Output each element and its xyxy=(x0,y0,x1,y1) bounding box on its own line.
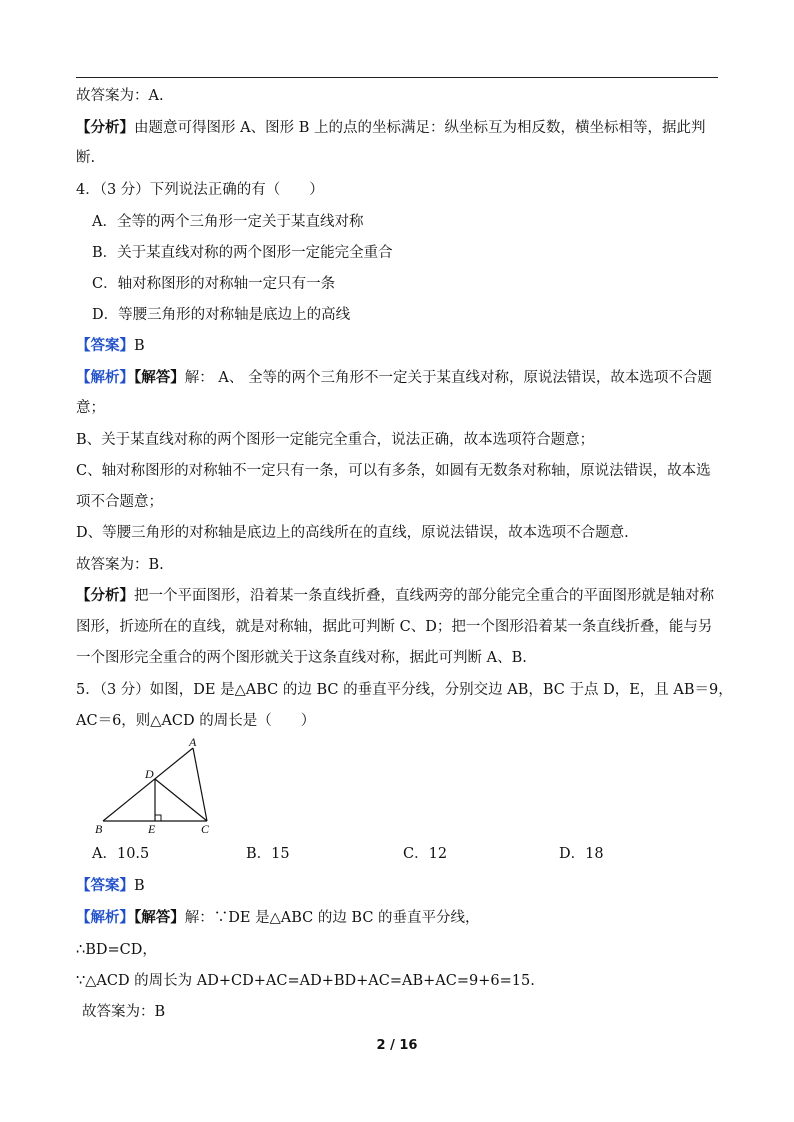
q4-solution-line-5: 项不合题意； xyxy=(76,494,163,510)
analysis-tag: 【分析】 xyxy=(76,119,134,136)
vertex-label-b: B xyxy=(95,822,103,836)
q5-solution-line-3: ∵△ACD 的周长为 AD+CD+AC=AD+BD+AC=AB+AC=9+6=15. xyxy=(76,973,535,989)
q4-analysis-line-2: 图形，折迹所在的直线，就是对称轴，据此可判断 C、D；把一个图形沿着某一条直线折叠，能与另 xyxy=(76,619,713,635)
solve-tag: 【解答】 xyxy=(134,369,185,386)
segment-dc xyxy=(155,779,207,821)
q5-final-answer: 故答案为：B xyxy=(82,1004,166,1020)
q5-option-a: A．10.5 xyxy=(92,846,150,862)
q4-option-c: C．轴对称图形的对称轴一定只有一条 xyxy=(92,276,336,292)
q5-solution-text-1: 解：∵DE 是△ABC 的边 BC 的垂直平分线， xyxy=(184,910,480,926)
q4-solution-line-3: B、关于某直线对称的两个图形一定能完全重合，说法正确，故本选项符合题意； xyxy=(76,432,595,448)
segment-ba xyxy=(103,748,193,821)
q3-analysis-line-1 xyxy=(76,118,718,138)
q5-solution-line-2: ∴BD=CD， xyxy=(76,942,157,958)
q4-analysis-line-3: 一个图形完全重合的两个图形就关于这条直线对称，据此可判断 A、B. xyxy=(76,650,527,666)
answer-tag: 【答案】 xyxy=(76,877,134,894)
segment-ac xyxy=(193,748,207,821)
q3-answer-line: 故答案为：A. xyxy=(76,88,164,104)
q4-final-answer: 故答案为：B. xyxy=(76,557,164,573)
q4-option-b: B．关于某直线对称的两个图形一定能完全重合 xyxy=(92,245,393,261)
q4-stem: 4．（3 分）下列说法正确的有（ ） xyxy=(76,182,324,198)
q4-answer-value: B xyxy=(134,338,145,354)
solution-tag: 【解析】 xyxy=(76,909,134,926)
q5-option-c: C．12 xyxy=(403,846,448,862)
solution-tag: 【解析】 xyxy=(76,369,134,386)
page-number: 2 / 16 xyxy=(376,1038,418,1053)
q4-solution-line-6: D、等腰三角形的对称轴是底边上的高线所在的直线，原说法错误，故本选项不合题意. xyxy=(76,525,629,541)
q3-analysis-line-2: 断. xyxy=(76,150,96,166)
q5-solution-line-1 xyxy=(76,908,718,928)
q4-analysis-line-1 xyxy=(76,586,718,606)
right-angle-mark xyxy=(155,815,161,821)
q4-analysis-text-1: 把一个平面图形，沿着某一条直线折叠，直线两旁的部分能完全重合的平面图形就是轴对称 xyxy=(134,588,714,604)
q3-analysis-text-1: 由题意可得图形 A、图形 B 上的点的坐标满足：纵坐标互为相反数，横坐标相等，据此判 xyxy=(134,120,706,136)
vertex-label-a: A xyxy=(189,736,197,749)
q4-solution-line-1 xyxy=(76,368,718,388)
q5-answer-value: B xyxy=(134,878,145,894)
vertex-label-e: E xyxy=(148,822,156,836)
header-rule xyxy=(76,77,718,78)
q4-solution-line-4: C、轴对称图形的对称轴不一定只有一条，可以有多条，如圆有无数条对称轴，原说法错误，故本选 xyxy=(76,463,711,479)
q5-stem-line-2: AC＝6，则△ACD 的周长是（ ） xyxy=(76,713,316,729)
analysis-tag: 【分析】 xyxy=(76,587,134,604)
q4-solution-line-2: 意； xyxy=(76,400,105,416)
vertex-label-d: D xyxy=(145,767,154,781)
triangle-figure xyxy=(90,736,230,836)
q4-option-a: A．全等的两个三角形一定关于某直线对称 xyxy=(92,214,364,230)
q5-answer-line xyxy=(76,876,718,896)
q5-option-d: D．18 xyxy=(559,846,604,862)
vertex-label-c: C xyxy=(201,822,210,836)
answer-tag: 【答案】 xyxy=(76,337,134,354)
q5-option-b: B．15 xyxy=(246,846,290,862)
solve-tag: 【解答】 xyxy=(134,909,185,926)
q5-stem-line-1: 5．（3 分）如图，DE 是△ABC 的边 BC 的垂直平分线，分别交边 AB，BC 于点 D，E，且 AB＝9， xyxy=(76,682,733,698)
q4-option-d: D．等腰三角形的对称轴是底边上的高线 xyxy=(92,307,351,323)
q4-solution-text-1: 解： A、 全等的两个三角形不一定关于某直线对称，原说法错误，故本选项不合题 xyxy=(184,370,712,386)
q4-answer-line xyxy=(76,336,718,356)
